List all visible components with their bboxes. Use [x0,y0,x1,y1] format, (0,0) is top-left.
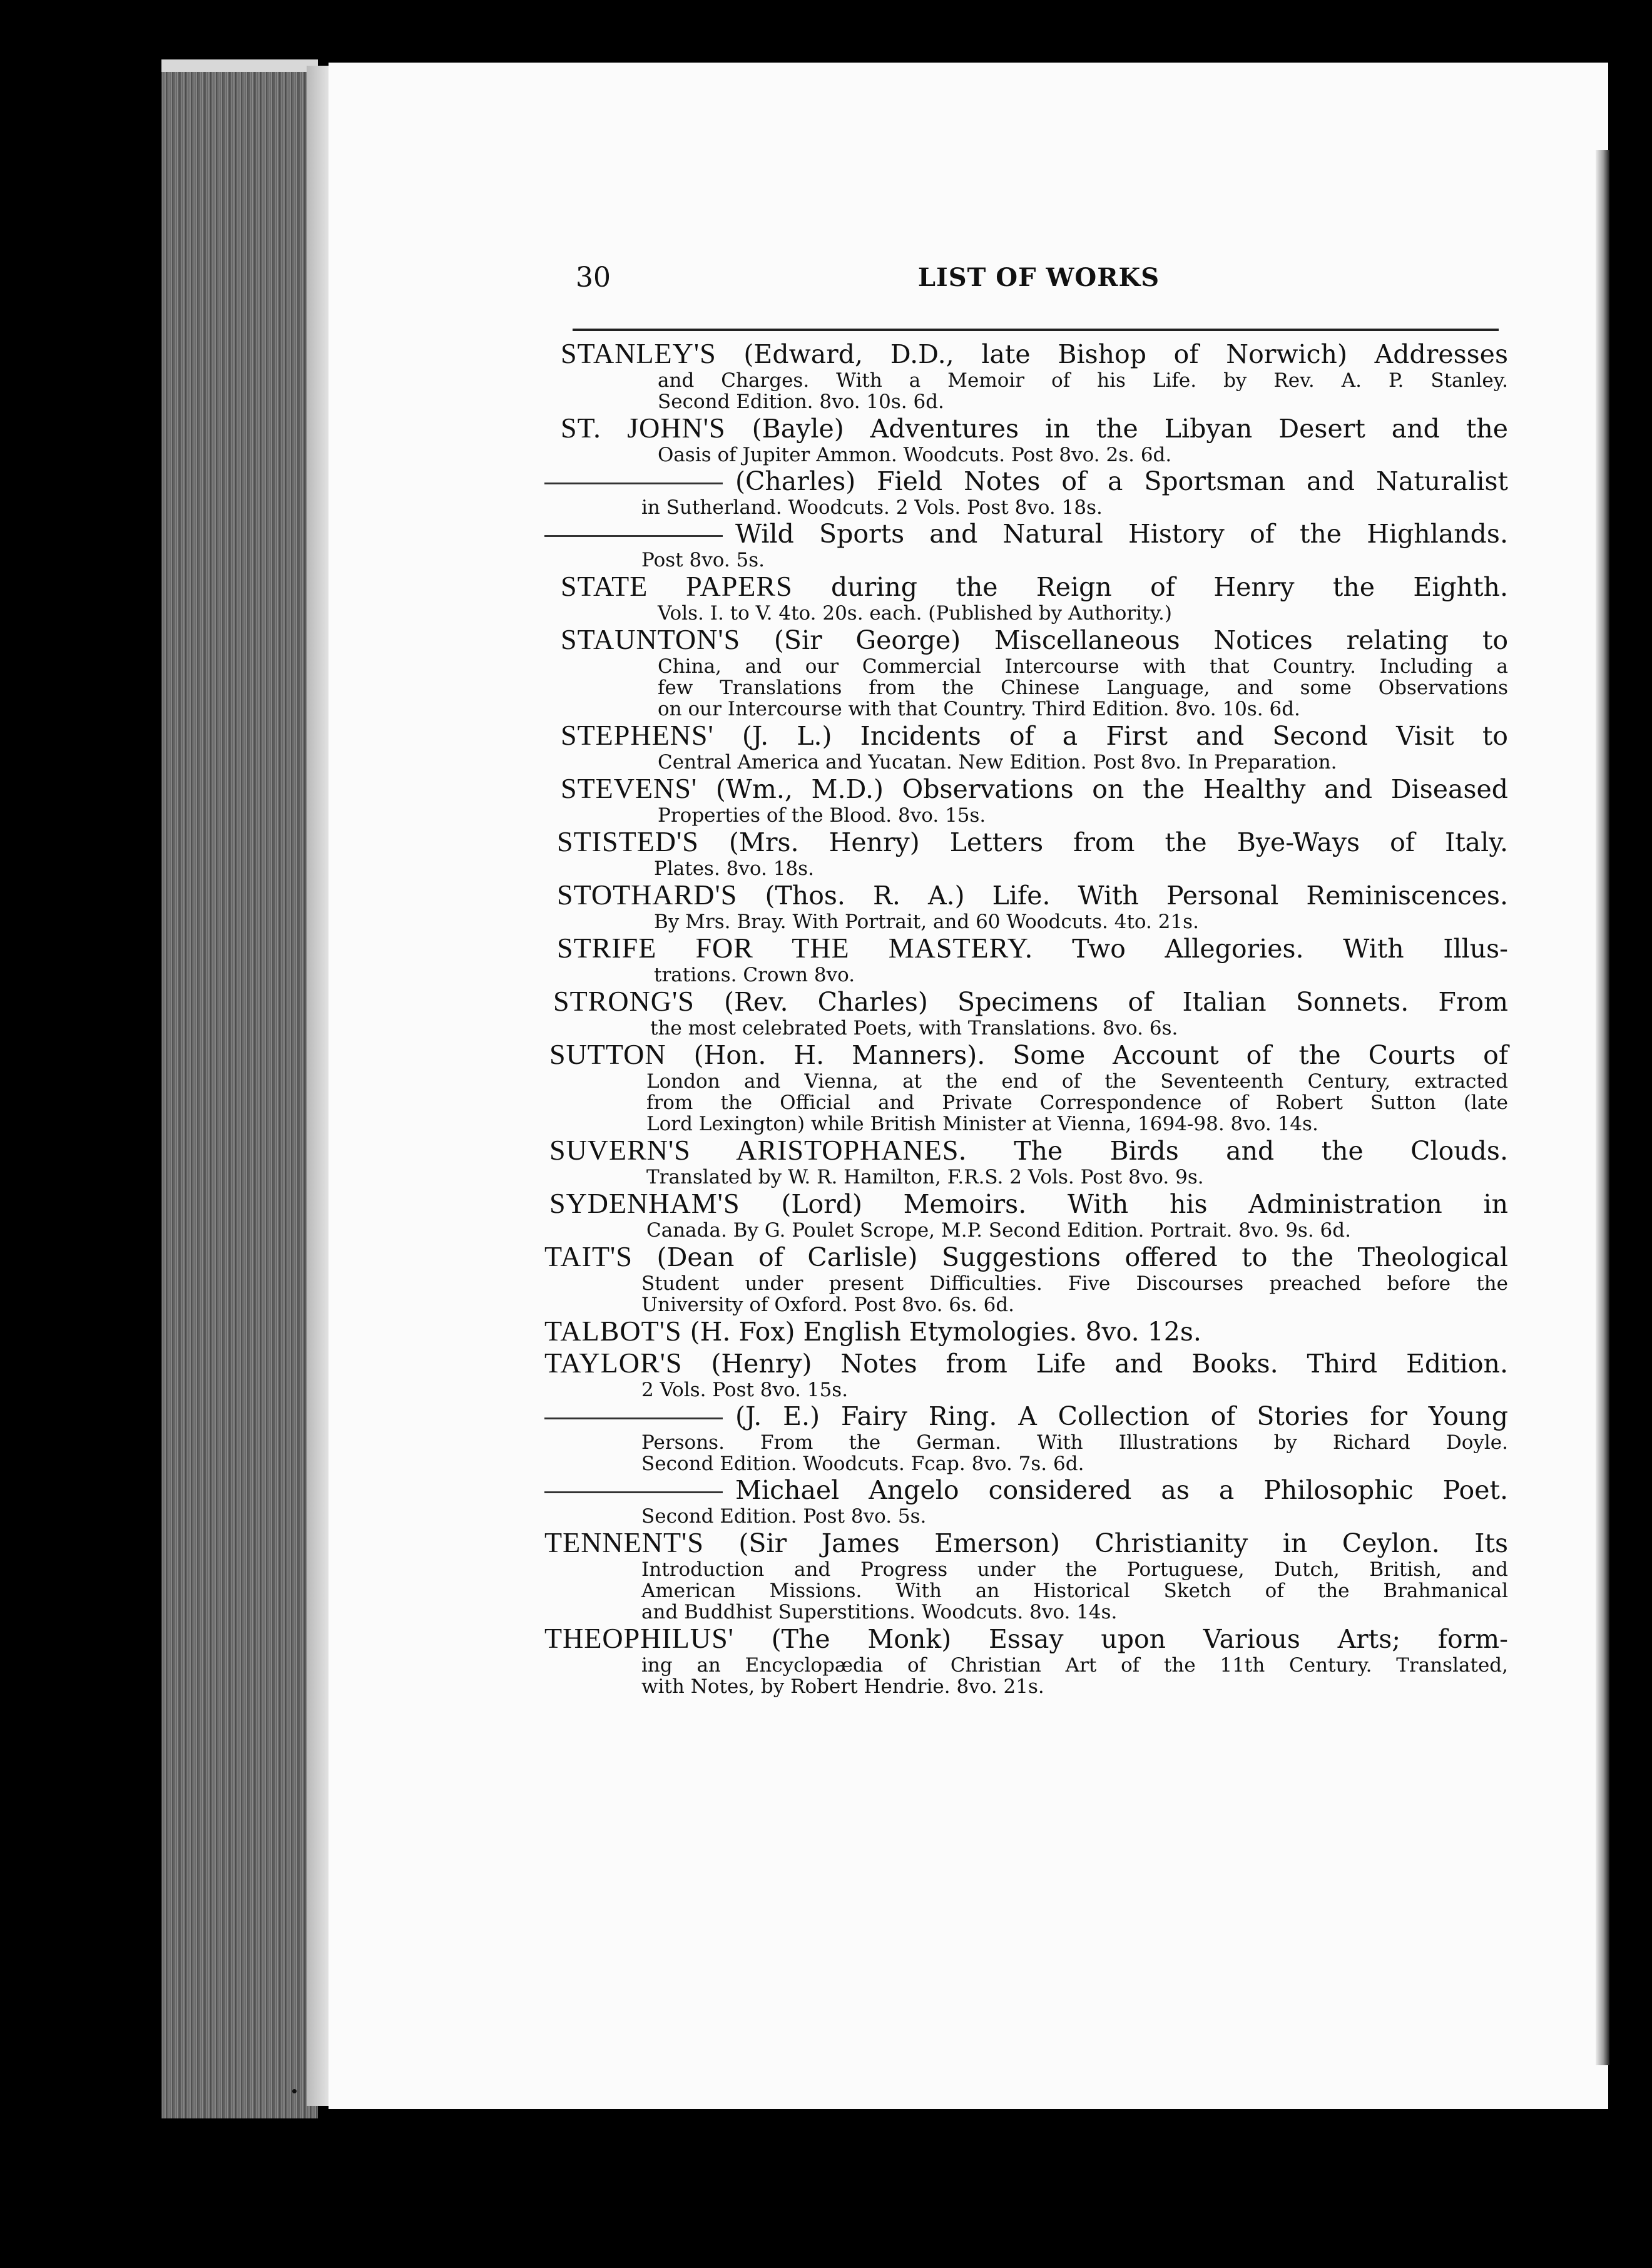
entry-taylor-michael [544,1474,1508,1527]
ditto-rule [544,535,723,537]
entry-author: STATE PAPERS [561,570,793,602]
entry-author: STAUNTON'S [561,623,741,655]
entry-description-line: Lord Lexington) while British Minister at Vienna, 1694-98. 8vo. 14s. [646,1113,1318,1135]
entry-description-line: Persons. From the German. With Illustrations by Richard Doyle. [641,1431,1508,1454]
entry-title: Two Allegories. With Illus- [1032,934,1508,964]
page-gutter-shadow [307,66,332,2106]
entry-description-line: Second Edition. 8vo. 10s. 6d. [658,391,944,413]
entry-author: STEPHENS' [561,719,714,751]
entry-title: (Edward, D.D., late Bishop of Norwich) Addresses [716,339,1508,369]
entry-description-line: Oasis of Jupiter Ammon. Woodcuts. Post 8vo. 2s. 6d. [658,444,1172,466]
entry-description-line: Canada. By G. Poulet Scrope, M.P. Second Edition. Portrait. 8vo. 9s. 6d. [646,1219,1351,1242]
entry-description-line: Introduction and Progress under the Portuguese, Dutch, British, and [641,1558,1508,1581]
entry-description-line: Vols. I. to V. 4to. 20s. each. (Published by Authority.) [658,602,1172,625]
entry-stanley [561,338,1508,412]
ditto-rule [544,483,723,484]
catalogue-entries [544,338,1508,1697]
entry-title: (Charles) Field Notes of a Sportsman and Naturalist [735,466,1508,496]
entry-heading [544,1623,1508,1655]
entry-author: TENNENT'S [544,1526,704,1558]
entry-stjohn-charles [544,466,1508,518]
entry-description-line: ing an Encyclopædia of Christian Art of the 11th Century. Translated, [641,1654,1508,1677]
entry-author: STRONG'S [553,985,695,1017]
entry-description-line: Translated by W. R. Hamilton, F.R.S. 2 Vols. Post 8vo. 9s. [646,1166,1204,1188]
entry-theophilus [544,1623,1508,1697]
entry-stisted [557,826,1508,879]
entry-heading [553,986,1508,1018]
entry-heading [549,1188,1508,1220]
entry-description-line: Properties of the Blood. 8vo. 15s. [658,804,986,827]
entry-suvern [549,1135,1508,1188]
entry-description-line: with Notes, by Robert Hendrie. 8vo. 21s. [641,1675,1044,1698]
entry-description-line: from the Official and Private Correspondence of Robert Sutton (late [646,1091,1508,1114]
entry-heading [544,1315,1508,1347]
entry-heading [561,571,1508,603]
entry-author: STRIFE FOR THE MASTERY. [557,932,1033,964]
entry-author: TALBOT'S [544,1315,682,1347]
entry-title: (Mrs. Henry) Letters from the Bye-Ways of Italy. [698,827,1508,857]
entry-heading [561,624,1508,656]
entry-stevens [561,773,1508,826]
entry-stephens [561,720,1508,773]
entry-heading [557,826,1508,858]
entry-staunton [561,624,1508,720]
entry-author: TAYLOR'S [544,1347,683,1379]
entry-author: STISTED'S [557,825,699,857]
entry-heading [561,773,1508,805]
entry-description-line: 2 Vols. Post 8vo. 15s. [641,1379,849,1401]
entry-author: THEOPHILUS' [544,1622,734,1654]
entry-sydenham [549,1188,1508,1241]
entry-title: (Bayle) Adventures in the Libyan Desert and the [725,414,1508,444]
entry-author: STANLEY'S [561,337,716,369]
entry-heading [549,1135,1508,1167]
entry-title: (The Monk) Essay upon Various Arts; form- [733,1624,1508,1654]
running-head [576,262,1502,299]
entry-heading [561,338,1508,370]
entry-heading [557,932,1508,964]
entry-heading [549,1039,1508,1071]
entry-description-line: on our Intercourse with that Country. Third Edition. 8vo. 10s. 6d. [658,698,1300,720]
entry-heading [544,1347,1508,1379]
entry-title: (Dean of Carlisle) Suggestions offered to the Theological [632,1242,1508,1272]
entry-state-papers [561,571,1508,624]
running-head-title: LIST OF WORKS [917,263,1160,292]
entry-description-line: few Translations from the Chinese Language, and some Observations [658,677,1508,699]
entry-heading [544,1474,1508,1506]
entry-description-line: the most celebrated Poets, with Translations. 8vo. 6s. [650,1017,1178,1040]
entry-stjohn-bayle [561,412,1508,466]
entry-description-line: Plates. 8vo. 18s. [654,857,814,880]
entry-author: STOTHARD'S [557,879,738,911]
entry-heading [561,412,1508,444]
entry-author: SUVERN'S ARISTOPHANES. [549,1134,967,1166]
entry-description-line: London and Vienna, at the end of the Seventeenth Century, extracted [646,1070,1508,1093]
entry-author: STEVENS' [561,772,698,804]
page-right-edge [1596,150,1609,2065]
entry-taylor-je [544,1401,1508,1474]
entry-heading [557,879,1508,911]
entry-title: (Wm., M.D.) Observations on the Healthy and Diseased [697,774,1508,804]
entry-title: (Rev. Charles) Specimens of Italian Sonnets. From [694,987,1508,1017]
book-page-edges-top [161,59,318,72]
entry-title: (H. Fox) English Etymologies. 8vo. 12s. [681,1317,1201,1347]
entry-author: SYDENHAM'S [549,1187,740,1219]
entry-title: Wild Sports and Natural History of the Highlands. [735,519,1508,549]
book-page-edges [161,59,318,2118]
entry-title: (J. E.) Fairy Ring. A Collection of Stories for Young [735,1401,1508,1431]
entry-description-line: in Sutherland. Woodcuts. 2 Vols. Post 8vo. 18s. [641,496,1103,519]
entry-title: (J. L.) Incidents of a First and Second Visit to [713,721,1508,751]
header-rule [573,329,1499,331]
entry-description-line: By Mrs. Bray. With Portrait, and 60 Woodcuts. 4to. 21s. [654,911,1199,933]
entry-title: The Birds and the Clouds. [966,1136,1508,1166]
entry-heading [544,518,1508,549]
entry-tait [544,1241,1508,1315]
entry-description-line: trations. Crown 8vo. [654,964,855,986]
entry-title: (Henry) Notes from Life and Books. Third Edition. [682,1349,1508,1379]
entry-description-line: University of Oxford. Post 8vo. 6s. 6d. [641,1294,1015,1316]
entry-talbot [544,1315,1508,1347]
entry-description-line: China, and our Commercial Intercourse with that Country. Including a [658,655,1508,678]
entry-tennent [544,1527,1508,1623]
entry-description-line: Post 8vo. 5s. [641,549,765,571]
entry-heading [561,720,1508,752]
ditto-rule [544,1418,723,1419]
entry-taylor-henry [544,1347,1508,1401]
entry-description-line: Second Edition. Woodcuts. Fcap. 8vo. 7s. 6d. [641,1453,1084,1475]
entry-title: (Sir James Emerson) Christianity in Ceylon. Its [703,1528,1508,1558]
entry-description-line: American Missions. With an Historical Sketch of the Brahmanical [641,1580,1508,1602]
entry-description-line: and Charges. With a Memoir of his Life. by Rev. A. P. Stanley. [658,369,1508,392]
entry-title: Michael Angelo considered as a Philosophic Poet. [735,1475,1508,1505]
entry-author: TAIT'S [544,1240,633,1272]
entry-title: (Hon. H. Manners). Some Account of the Courts of [666,1040,1508,1070]
entry-stothard [557,879,1508,932]
entry-description-line: Second Edition. Post 8vo. 5s. [641,1505,927,1528]
scan-speck [292,2089,297,2093]
entry-title: (Lord) Memoirs. With his Administration in [740,1189,1508,1219]
entry-strong [553,986,1508,1039]
entry-title: during the Reign of Henry the Eighth. [792,572,1508,602]
entry-heading [544,1241,1508,1273]
entry-stjohn-wild [544,518,1508,571]
page-number: 30 [576,262,611,294]
entry-description-line: Student under present Difficulties. Five Discourses preached before the [641,1272,1508,1295]
entry-author: SUTTON [549,1038,666,1070]
entry-heading [544,1401,1508,1432]
entry-description-line: Central America and Yucatan. New Edition. Post 8vo. In Preparation. [658,751,1337,774]
entry-title: (Sir George) Miscellaneous Notices relating to [740,625,1508,655]
entry-title: (Thos. R. A.) Life. With Personal Reminiscences. [737,881,1508,911]
entry-description-line: and Buddhist Superstitions. Woodcuts. 8vo. 14s. [641,1601,1118,1623]
entry-sutton [549,1039,1508,1135]
entry-strife [557,932,1508,986]
entry-heading [544,1527,1508,1559]
ditto-rule [544,1491,723,1493]
entry-heading [544,466,1508,497]
entry-author: ST. JOHN'S [561,412,726,444]
